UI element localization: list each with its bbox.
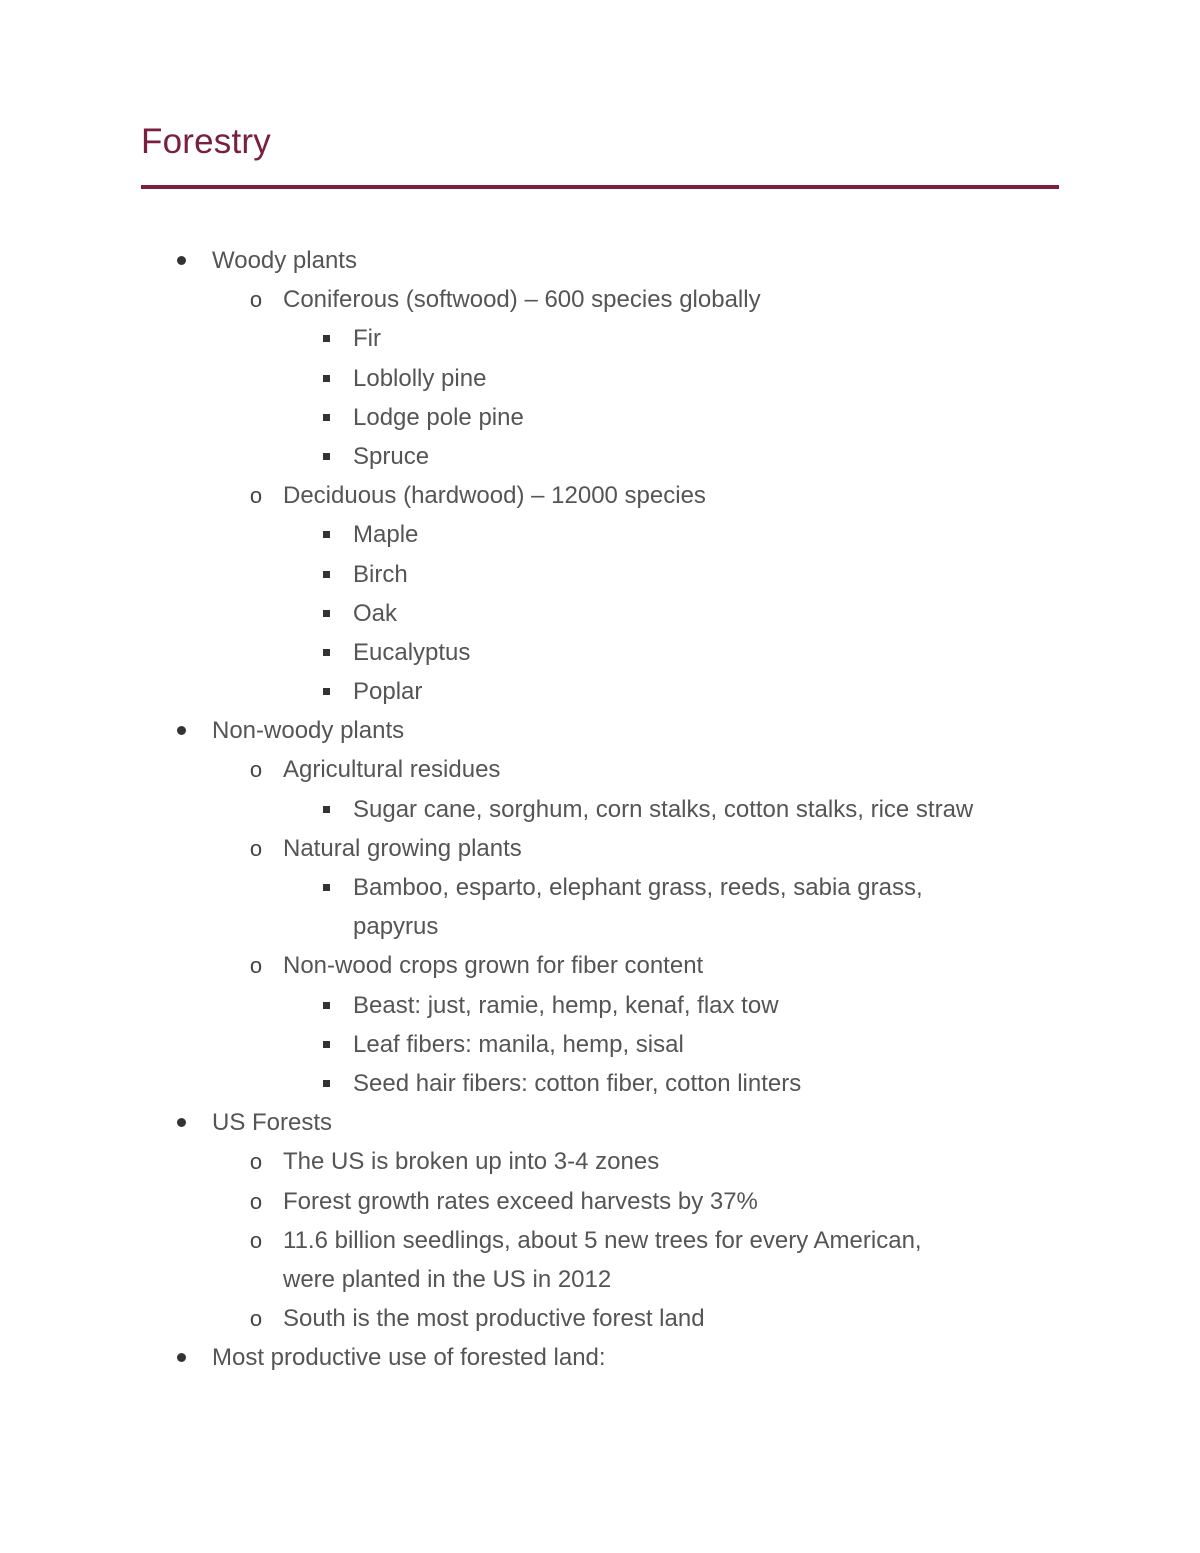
outline-item-text: Poplar <box>353 678 423 706</box>
square-bullet-icon <box>316 868 336 907</box>
square-bullet-icon <box>316 398 336 437</box>
outline-item-level-2 <box>0 1221 1200 1260</box>
square-bullet-icon <box>316 790 336 829</box>
outline-item-text: The US is broken up into 3-4 zones <box>283 1148 660 1176</box>
outline-item-level-2 <box>0 750 1200 789</box>
circle-bullet-icon: o <box>249 287 263 313</box>
outline-item-level-1 <box>0 241 1200 280</box>
outline-item-text: Birch <box>353 560 408 588</box>
outline-item-text: Loblolly pine <box>353 364 487 392</box>
outline-item-text: Deciduous (hardwood) – 12000 species <box>283 482 706 510</box>
outline-item-text: Agricultural residues <box>283 756 501 784</box>
outline-item-text: Natural growing plants <box>283 834 522 862</box>
square-bullet-icon <box>316 319 336 358</box>
outline-item-level-3 <box>0 907 1200 946</box>
outline-item-text: Bamboo, esparto, elephant grass, reeds, sabia grass, <box>353 874 923 901</box>
outline-item-text: were planted in the US in 2012 <box>283 1265 612 1293</box>
circle-bullet-icon: o <box>249 1149 263 1175</box>
outline-item-level-3 <box>0 1064 1200 1103</box>
square-bullet-icon <box>316 437 336 476</box>
outline-item-level-2 <box>0 1182 1200 1221</box>
outline-item-text: Spruce <box>353 442 430 470</box>
outline-item-level-2 <box>0 280 1200 319</box>
outline-item-level-3 <box>0 359 1200 398</box>
outline-item-text: papyrus <box>353 913 439 941</box>
square-bullet-icon <box>316 633 336 672</box>
outline-item-text: Maple <box>353 521 419 549</box>
outline-item-text: 11.6 billion seedlings, about 5 new trees for every American, <box>283 1226 922 1254</box>
outline-item-level-3 <box>0 594 1200 633</box>
circle-bullet-icon: o <box>249 835 263 861</box>
outline-item-text: Seed hair fibers: cotton fiber, cotton linters <box>353 1069 802 1097</box>
outline-item-level-3 <box>0 1025 1200 1064</box>
square-bullet-icon <box>316 555 336 594</box>
outline-item-level-2 <box>0 1299 1200 1338</box>
outline-item-level-3 <box>0 672 1200 711</box>
square-bullet-icon <box>316 515 336 554</box>
square-bullet-icon <box>316 986 336 1025</box>
outline-item-level-1 <box>0 711 1200 750</box>
outline-item-level-2 <box>0 1142 1200 1181</box>
outline-item-text: Eucalyptus <box>353 638 471 666</box>
square-bullet-icon <box>316 672 336 711</box>
outline-item-level-2 <box>0 946 1200 985</box>
outline-item-text: Forest growth rates exceed harvests by 37% <box>283 1187 758 1215</box>
outline-item-text: Sugar cane, sorghum, corn stalks, cotton stalks, rice straw <box>353 795 974 823</box>
outline-item-text: South is the most productive forest land <box>283 1305 705 1333</box>
outline-item-text: Leaf fibers: manila, hemp, sisal <box>353 1030 684 1058</box>
outline-item-level-3 <box>0 868 1200 907</box>
outline-item-text: US Forests <box>212 1109 333 1137</box>
title-underline <box>141 185 1059 189</box>
circle-bullet-icon: o <box>249 1306 263 1332</box>
square-bullet-icon <box>316 359 336 398</box>
outline-item-level-2 <box>0 1260 1200 1299</box>
outline-item-text: Coniferous (softwood) – 600 species globally <box>283 286 761 314</box>
bullet-outline <box>0 241 1200 1377</box>
outline-item-level-3 <box>0 790 1200 829</box>
disc-bullet-icon <box>171 1103 191 1142</box>
disc-bullet-icon <box>171 711 191 750</box>
outline-item-level-3 <box>0 515 1200 554</box>
outline-item-level-3 <box>0 319 1200 358</box>
outline-item-text: Woody plants <box>212 247 357 274</box>
circle-bullet-icon: o <box>249 1188 263 1214</box>
outline-item-level-3 <box>0 633 1200 672</box>
circle-bullet-icon: o <box>249 483 263 509</box>
outline-item-level-1 <box>0 1103 1200 1142</box>
circle-bullet-icon: o <box>249 953 263 979</box>
disc-bullet-icon <box>171 241 191 280</box>
square-bullet-icon <box>316 1064 336 1103</box>
outline-item-text: Fir <box>353 325 381 353</box>
disc-bullet-icon <box>171 1338 191 1377</box>
outline-item-text: Non-woody plants <box>212 717 405 745</box>
outline-item-level-3 <box>0 555 1200 594</box>
outline-item-level-3 <box>0 986 1200 1025</box>
circle-bullet-icon: o <box>249 1227 263 1253</box>
outline-item-level-3 <box>0 398 1200 437</box>
outline-item-text: Oak <box>353 599 398 627</box>
outline-item-text: Non-wood crops grown for fiber content <box>283 952 704 980</box>
outline-item-level-1 <box>0 1338 1200 1377</box>
outline-item-level-2 <box>0 829 1200 868</box>
outline-item-text: Most productive use of forested land: <box>212 1344 606 1372</box>
circle-bullet-icon: o <box>249 757 263 783</box>
outline-item-level-3 <box>0 437 1200 476</box>
outline-item-text: Lodge pole pine <box>353 403 524 431</box>
outline-item-text: Beast: just, ramie, hemp, kenaf, flax tow <box>353 991 779 1019</box>
outline-item-level-2 <box>0 476 1200 515</box>
square-bullet-icon <box>316 1025 336 1064</box>
page-title: Forestry <box>141 122 271 161</box>
square-bullet-icon <box>316 594 336 633</box>
